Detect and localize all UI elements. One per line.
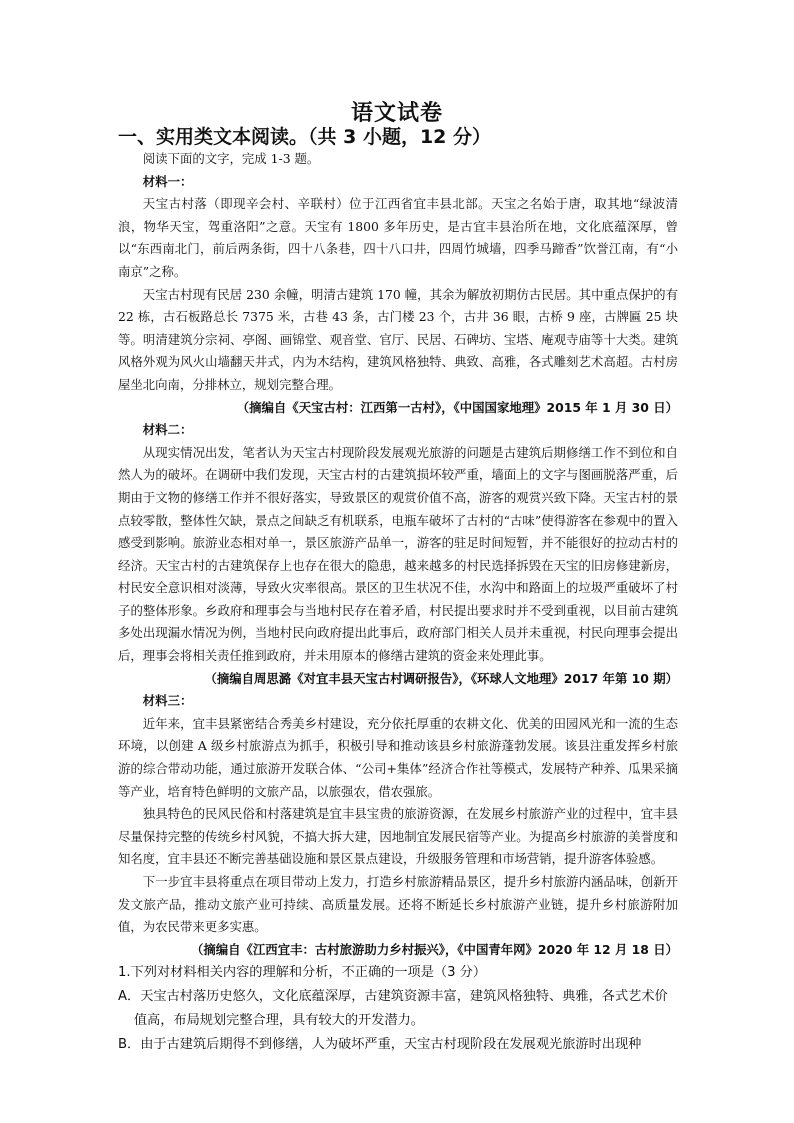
material-label: 材料三： <box>142 693 193 709</box>
material-source: （摘编自《江西宜丰：古村旅游助力乡村振兴》，《中国青年网》2020 年 12 月 18 日） <box>190 941 678 957</box>
question-stem: 1.下列对材料相关内容的理解和分析，不正确的一项是（3 分） <box>118 965 487 981</box>
material-source: （摘编自《天宝古村：江西第一古村》，《中国国家地理》2015 年 1 月 30 日） <box>236 399 678 415</box>
page-title: 语文试卷 <box>350 101 443 126</box>
reading-passage <box>118 148 678 1057</box>
material-paragraph: 天宝古村现有民居 230 余幢，明清古建筑 170 幢，其余为解放初期仿古民居。其中重点保护的有 22 栋，古石板路总长 7375 米，古巷 43 条，古门楼 23 个，古井 36 眼，古桥 9 座，古牌匾 25 块等。明清建筑分宗祠、亭阁、画锦堂、观音堂、官厅、民居、石碑坊、宝塔、庵观寺庙等十大类。建筑风格外观为风火山墙翻天井式，内为木结构，建筑风格独特、典致、高雅，各式雕刻艺术高超。古村房屋坐北向南，分排林立，规划完整合理。 <box>118 286 678 392</box>
answer-option-a[interactable]: A．天宝古村落历史悠久，文化底蕴深厚，古建筑资源丰富，建筑风格独特、典雅，各式艺术价值高，布局规划完整合理，具有较大的开发潜力。 <box>118 989 668 1029</box>
material-label: 材料一： <box>142 173 193 189</box>
material-paragraph: 近年来，宜丰县紧密结合秀美乡村建设，充分依托厚重的农耕文化、优美的田园风光和一流的生态环境，以创建 A 级乡村旅游点为抓手，积极引导和推动该县乡村旅游蓬勃发展。该县注重发挥乡村旅游的综合带动功能，通过旅游开发联合体、“公司+集体”经济合作社等模式，发展特产种养、瓜果采摘等产业，培育特色鲜明的文旅产品，以旅强农，借农强旅。 <box>118 715 678 799</box>
answer-option-b[interactable]: B．由于古建筑后期得不到修缮，人为破坏严重，天宝古村现阶段在发展观光旅游时出现种 <box>118 1037 642 1053</box>
material-paragraph: 从现实情况出发，笔者认为天宝古村现阶段发展观光旅游的问题是古建筑后期修缮工作不到位和自然人为的破坏。在调研中我们发现，天宝古村的古建筑损坏较严重，墙面上的文字与图画脱落严重，后期由于文物的修缮工作并不很好落实，导致景区的观赏价值不高，游客的观赏兴致下降。天宝古村的景点较零散，整体性欠缺，景点之间缺乏有机联系，电瓶车破坏了古村的“古味”使得游客在参观中的置入感受到影响。旅游业态相对单一，景区旅游产品单一，游客的驻足时间短暂，并不能很好的拉动古村的经济。天宝古村的古建筑保存上也存在很大的隐患，越来越多的村民选择拆毁在天宝的旧房修建新房，村民安全意识相对淡薄，导致火灾率很高。景区的卫生状况不佳，水沟中和路面上的垃圾严重破坏了村子的整体形象。乡政府和理事会与当地村民存在着矛盾，村民提出要求时并不受到重视，以目前古建筑多处出现漏水情况为例，当地村民向政府提出此事后，政府部门相关人员并未重视，村民向理事会提出后，理事会将相关责任推到政府，并未用原本的修缮古建筑的资金来处理此事。 <box>118 444 678 664</box>
material-source: （摘编自周思潞《对宜丰县天宝古村调研报告》，《环球人文地理》2017 年第 10 期） <box>204 670 678 686</box>
section-heading: 一、实用类文本阅读。（共 3 小题，12 分） <box>118 126 492 148</box>
material-label: 材料二： <box>142 422 193 438</box>
material-paragraph: 下一步宜丰县将重点在项目带动上发力，打造乡村旅游精品景区，提升乡村旅游内涵品味，创新开发文旅产品，推动文旅产业可持续、高质量发展。还将不断延长乡村旅游产业链，提升乡村旅游附加值，为农民带来更多实惠。 <box>118 874 678 935</box>
material-paragraph: 天宝古村落（即现辛会村、辛联村）位于江西省宜丰县北部。天宝之名始于唐，取其地“绿波清浪，物华天宝，驾重洛阳”之意。天宝有 1800 多年历史，是古宜丰县治所在地，文化底蕴深厚，曾以“东西南北门，前后两条街，四十八条巷，四十八口井，四周竹城墙，四季马蹄香”饮誉江南，有“小南京”之称。 <box>118 196 678 279</box>
instruction-text: 阅读下面的文字，完成 1-3 题。 <box>142 151 320 166</box>
material-paragraph: 独具特色的民风民俗和村落建筑是宜丰县宝贵的旅游资源，在发展乡村旅游产业的过程中，宜丰县尽量保持完整的传统乡村风貌，不搞大拆大建，因地制宜发展民宿等产业。为提高乡村旅游的美誉度和知名度，宜丰县还不断完善基础设施和景区景点建设，升级服务管理和市场营销，提升游客体验感。 <box>118 806 678 867</box>
